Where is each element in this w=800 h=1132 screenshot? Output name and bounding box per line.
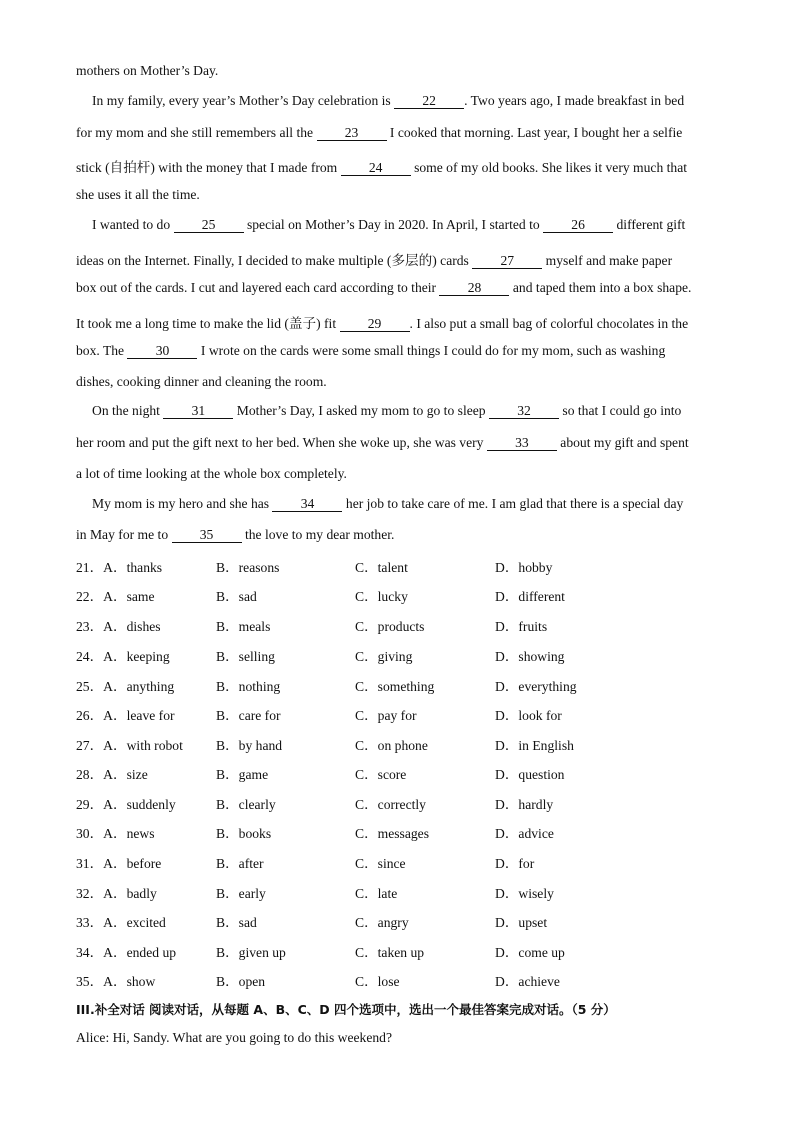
passage-text: In my family, every year’s Mother’s Day celebration is	[92, 93, 391, 108]
question-options-30	[76, 822, 722, 840]
passage-text: some of my old books. She likes it very much that	[414, 160, 688, 175]
option-d[interactable]: D．question	[495, 767, 565, 782]
passage-line	[76, 496, 722, 512]
question-options-27	[76, 734, 722, 752]
option-a[interactable]: 26．A．leave for	[76, 708, 175, 723]
passage-text: the love to my dear mother.	[244, 527, 395, 542]
option-a[interactable]: 29．A．suddenly	[76, 797, 176, 812]
option-b[interactable]: B．reasons	[216, 560, 280, 575]
passage-line	[76, 280, 722, 296]
option-a[interactable]: 28．A．size	[76, 767, 148, 782]
passage-text: for my mom and she still remembers all the	[76, 125, 314, 140]
passage-line	[76, 403, 722, 419]
passage-text: mothers on Mother’s Day.	[76, 63, 219, 78]
question-options-23	[76, 615, 722, 633]
blank-31[interactable]: 31	[163, 404, 233, 419]
passage-text: On the night	[92, 403, 160, 418]
passage-line	[76, 312, 722, 332]
blank-26[interactable]: 26	[543, 218, 613, 233]
passage-line	[76, 93, 722, 109]
question-options-28	[76, 763, 722, 781]
option-b[interactable]: B．after	[216, 856, 264, 871]
option-d[interactable]: D．everything	[495, 679, 577, 694]
option-d[interactable]: D．fruits	[495, 619, 548, 634]
passage-text: My mom is my hero and she has	[92, 496, 270, 511]
section-heading: III.补全对话 阅读对话，从每题 A、B、C、D 四个选项中，选出一个最佳答案完成对话。（5 分）	[76, 1002, 616, 1017]
passage-line	[76, 217, 722, 233]
option-c[interactable]: C．pay for	[355, 708, 417, 723]
blank-22[interactable]: 22	[394, 94, 464, 109]
question-options-24	[76, 645, 722, 663]
option-a[interactable]: 25．A．anything	[76, 679, 175, 694]
passage-text: box. The	[76, 343, 125, 358]
blank-27[interactable]: 27	[472, 254, 542, 269]
option-c[interactable]: C．since	[355, 856, 406, 871]
question-options-25	[76, 675, 722, 693]
passage-line	[76, 466, 722, 482]
option-b[interactable]: B．by hand	[216, 738, 283, 753]
passage-text: she uses it all the time.	[76, 187, 200, 202]
option-b[interactable]: B．open	[216, 974, 266, 989]
passage-text: . Two years ago, I made breakfast in bed	[464, 93, 685, 108]
question-options-34	[76, 941, 722, 959]
option-c[interactable]: C．giving	[355, 649, 413, 664]
passage-text: special on Mother’s Day in 2020. In April, I started to	[246, 217, 540, 232]
option-d[interactable]: D．achieve	[495, 974, 560, 989]
passage-text: about my gift and spent	[560, 435, 689, 450]
question-options-33	[76, 911, 722, 929]
blank-33[interactable]: 33	[487, 436, 557, 451]
passage-text: her job to take care of me. I am glad that there is a special day	[345, 496, 684, 511]
option-b[interactable]: B．game	[216, 767, 269, 782]
option-d[interactable]: D．different	[495, 589, 565, 604]
passage-text: box out of the cards. I cut and layered each card according to their	[76, 280, 437, 295]
option-b[interactable]: B．given up	[216, 945, 286, 960]
option-d[interactable]: D．showing	[495, 649, 565, 664]
option-c[interactable]: C．something	[355, 679, 435, 694]
option-b[interactable]: B．sad	[216, 589, 257, 604]
blank-24[interactable]: 24	[341, 161, 411, 176]
option-d[interactable]: D．wisely	[495, 886, 554, 901]
dialogue-line: Alice: Hi, Sandy. What are you going to do this weekend?	[76, 1030, 392, 1045]
blank-29[interactable]: 29	[340, 317, 410, 332]
option-a[interactable]: 35．A．show	[76, 974, 156, 989]
option-d[interactable]: D．come up	[495, 945, 565, 960]
passage-line	[76, 343, 722, 359]
passage-text: I cooked that morning. Last year, I bought her a selfie	[389, 125, 683, 140]
option-c[interactable]: C．lucky	[355, 589, 408, 604]
option-a[interactable]: 33．A．excited	[76, 915, 166, 930]
option-c[interactable]: C．messages	[355, 826, 430, 841]
passage-text: . I also put a small bag of colorful chocolates in the	[409, 316, 689, 331]
passage-text: ideas on the Internet. Finally, I decided to make multiple (多层的) cards	[76, 253, 469, 268]
blank-34[interactable]: 34	[272, 497, 342, 512]
option-c[interactable]: C．talent	[355, 560, 408, 575]
question-options-22	[76, 585, 722, 603]
option-d[interactable]: D．upset	[495, 915, 548, 930]
option-a[interactable]: 22．A．same	[76, 589, 155, 604]
option-c[interactable]: C．late	[355, 886, 398, 901]
passage-text: dishes, cooking dinner and cleaning the room.	[76, 374, 327, 389]
passage-text: in May for me to	[76, 527, 169, 542]
blank-32[interactable]: 32	[489, 404, 559, 419]
passage-text: It took me a long time to make the lid (盖子) fit	[76, 316, 337, 331]
option-d[interactable]: D．in English	[495, 738, 574, 753]
passage-line	[76, 125, 722, 141]
option-b[interactable]: B．nothing	[216, 679, 281, 694]
option-b[interactable]: B．care for	[216, 708, 281, 723]
option-a[interactable]: 21．A．thanks	[76, 560, 163, 575]
option-b[interactable]: B．early	[216, 886, 266, 901]
blank-30[interactable]: 30	[127, 344, 197, 359]
option-b[interactable]: B．meals	[216, 619, 271, 634]
passage-line	[76, 435, 722, 451]
option-a[interactable]: 24．A．keeping	[76, 649, 170, 664]
option-c[interactable]: C．on phone	[355, 738, 428, 753]
blank-23[interactable]: 23	[317, 126, 387, 141]
option-d[interactable]: D．look for	[495, 708, 562, 723]
passage-line	[76, 63, 722, 79]
option-b[interactable]: B．sad	[216, 915, 257, 930]
passage-line	[76, 249, 722, 269]
option-d[interactable]: D．for	[495, 856, 535, 871]
option-a[interactable]: 23．A．dishes	[76, 619, 161, 634]
option-b[interactable]: B．clearly	[216, 797, 276, 812]
option-a[interactable]: 34．A．ended up	[76, 945, 177, 960]
blank-25[interactable]: 25	[174, 218, 244, 233]
option-c[interactable]: C．lose	[355, 974, 400, 989]
option-d[interactable]: D．hardly	[495, 797, 554, 812]
passage-text: and taped them into a box shape.	[512, 280, 692, 295]
passage-text: I wanted to do	[92, 217, 171, 232]
option-a[interactable]: 30．A．news	[76, 826, 155, 841]
passage-text: her room and put the gift next to her bed. When she woke up, she was very	[76, 435, 484, 450]
option-d[interactable]: D．hobby	[495, 560, 553, 575]
option-b[interactable]: B．books	[216, 826, 272, 841]
passage-text: different gift	[616, 217, 686, 232]
option-a[interactable]: 32．A．badly	[76, 886, 157, 901]
option-c[interactable]: C．products	[355, 619, 425, 634]
option-c[interactable]: C．angry	[355, 915, 409, 930]
option-d[interactable]: D．advice	[495, 826, 554, 841]
passage-text: I wrote on the cards were some small things I could do for my mom, such as washing	[200, 343, 666, 358]
blank-28[interactable]: 28	[439, 281, 509, 296]
passage-line	[76, 374, 722, 390]
passage-line	[76, 527, 722, 543]
question-options-35	[76, 970, 722, 988]
question-options-21	[76, 556, 722, 574]
question-options-29	[76, 793, 722, 811]
option-c[interactable]: C．score	[355, 767, 407, 782]
passage-line	[76, 156, 722, 176]
passage-text: a lot of time looking at the whole box completely.	[76, 466, 347, 481]
passage-text: Mother’s Day, I asked my mom to go to sleep	[236, 403, 486, 418]
passage-text: so that I could go into	[562, 403, 682, 418]
question-options-32	[76, 882, 722, 900]
question-options-26	[76, 704, 722, 722]
option-a[interactable]: 31．A．before	[76, 856, 162, 871]
passage-text: myself and make paper	[545, 253, 673, 268]
option-a[interactable]: 27．A．with robot	[76, 738, 183, 753]
option-b[interactable]: B．selling	[216, 649, 275, 664]
option-c[interactable]: C．correctly	[355, 797, 426, 812]
passage-text: stick (自拍杆) with the money that I made from	[76, 160, 338, 175]
blank-35[interactable]: 35	[172, 528, 242, 543]
option-c[interactable]: C．taken up	[355, 945, 425, 960]
passage-line	[76, 187, 722, 203]
question-options-31	[76, 852, 722, 870]
